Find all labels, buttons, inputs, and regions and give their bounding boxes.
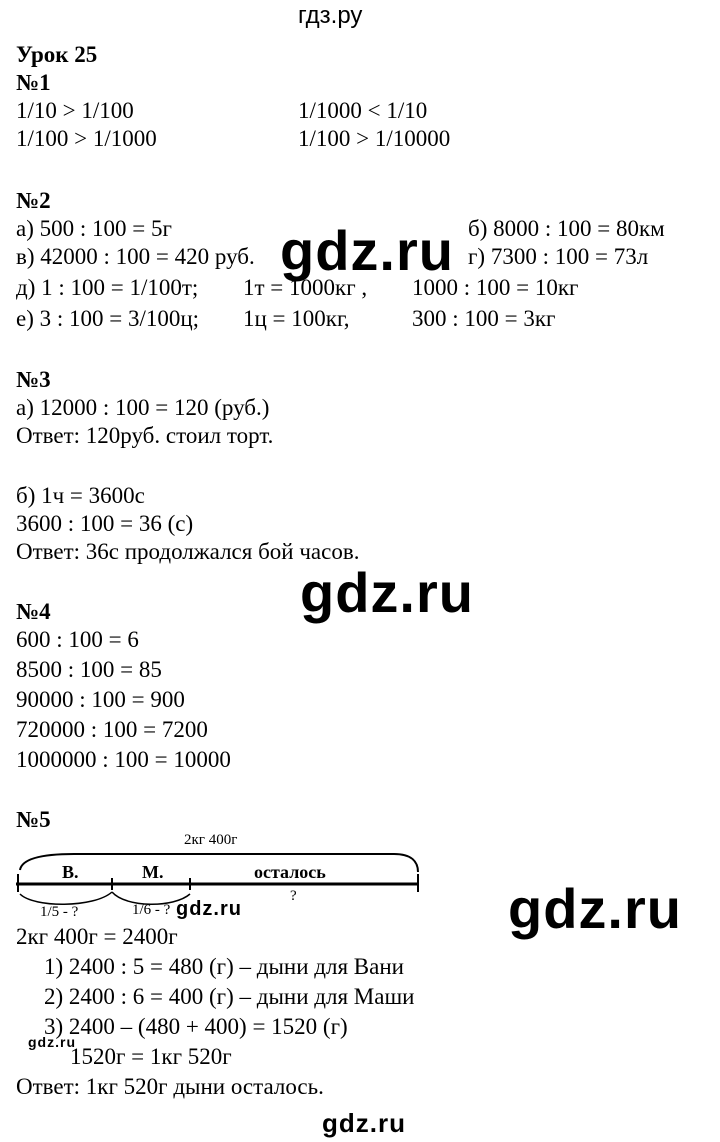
task4-line-2: 8500 : 100 = 85 xyxy=(16,657,162,682)
task1-right-2: 1/100 > 1/10000 xyxy=(298,126,451,151)
task2-a: а) 500 : 100 = 5г xyxy=(16,216,172,241)
task2-v: в) 42000 : 100 = 420 руб. xyxy=(16,244,255,269)
task4-line-5: 1000000 : 100 = 10000 xyxy=(16,747,231,772)
task4-title: №4 xyxy=(16,599,51,624)
task5-title: №5 xyxy=(16,807,51,832)
watermark-1: gdz.ru xyxy=(280,219,454,282)
lesson-title: Урок 25 xyxy=(16,42,98,67)
fraction-v: 1/5 - ? xyxy=(40,904,79,920)
task2-d-1: д) 1 : 100 = 1/100т; xyxy=(16,275,199,300)
task1-left-2: 1/100 > 1/1000 xyxy=(16,126,157,151)
task2-g: г) 7300 : 100 = 73л xyxy=(468,244,649,269)
task1-left-1: 1/10 > 1/100 xyxy=(16,98,134,123)
segment-m-label: М. xyxy=(142,862,164,882)
task3-line-1: а) 12000 : 100 = 120 (руб.) xyxy=(16,395,270,420)
watermark-2: gdz.ru xyxy=(300,561,474,624)
task2-d-2: 1т = 1000кг , xyxy=(243,275,368,300)
task5-line-6: Ответ: 1кг 520г дыни осталось. xyxy=(16,1074,324,1099)
segment-rest-label: осталось xyxy=(254,862,326,882)
task3-line-4: 3600 : 100 = 36 (с) xyxy=(16,511,194,536)
task2-e-3: 300 : 100 = 3кг xyxy=(412,306,556,331)
fraction-m: 1/6 - ? xyxy=(132,902,171,918)
task2-title: №2 xyxy=(16,188,51,213)
total-label: 2кг 400г xyxy=(184,832,238,848)
task2-e-2: 1ц = 100кг, xyxy=(243,306,350,331)
site-header: гдз.ру xyxy=(298,2,363,29)
task5-line-4: 3) 2400 – (480 + 400) = 1520 (г) xyxy=(44,1014,348,1039)
task4-line-1: 600 : 100 = 6 xyxy=(16,627,139,652)
task4-line-3: 90000 : 100 = 900 xyxy=(16,687,185,712)
task1-right-1: 1/1000 < 1/10 xyxy=(298,98,428,123)
segment-v-label: В. xyxy=(62,862,79,882)
task3-line-2: Ответ: 120руб. стоил торт. xyxy=(16,423,274,448)
task5-line-2: 1) 2400 : 5 = 480 (г) – дыни для Вани xyxy=(44,954,404,979)
task1-title: №1 xyxy=(16,70,51,95)
task4-line-4: 720000 : 100 = 7200 xyxy=(16,717,208,742)
task5-line-3: 2) 2400 : 6 = 400 (г) – дыни для Маши xyxy=(44,984,415,1009)
watermark-4: gdz.ru xyxy=(508,877,682,940)
watermark-6: gdz.ru xyxy=(322,1108,406,1138)
task3-line-5: Ответ: 36с продолжался бой часов. xyxy=(16,539,360,564)
task5-line-5: 1520г = 1кг 520г xyxy=(70,1044,232,1069)
task2-d-3: 1000 : 100 = 10кг xyxy=(412,275,579,300)
rest-question: ? xyxy=(290,888,297,904)
brace-v xyxy=(20,892,112,904)
watermark-3: gdz.ru xyxy=(176,898,242,920)
total-brace xyxy=(20,854,418,872)
task3-line-3: б) 1ч = 3600с xyxy=(16,483,145,508)
task3-title: №3 xyxy=(16,367,51,392)
task2-b: б) 8000 : 100 = 80км xyxy=(468,216,665,241)
task2-e-1: е) 3 : 100 = 3/100ц; xyxy=(16,306,200,331)
watermark-5: gdz.ru xyxy=(28,1034,76,1050)
task5-line-1: 2кг 400г = 2400г xyxy=(16,924,178,949)
